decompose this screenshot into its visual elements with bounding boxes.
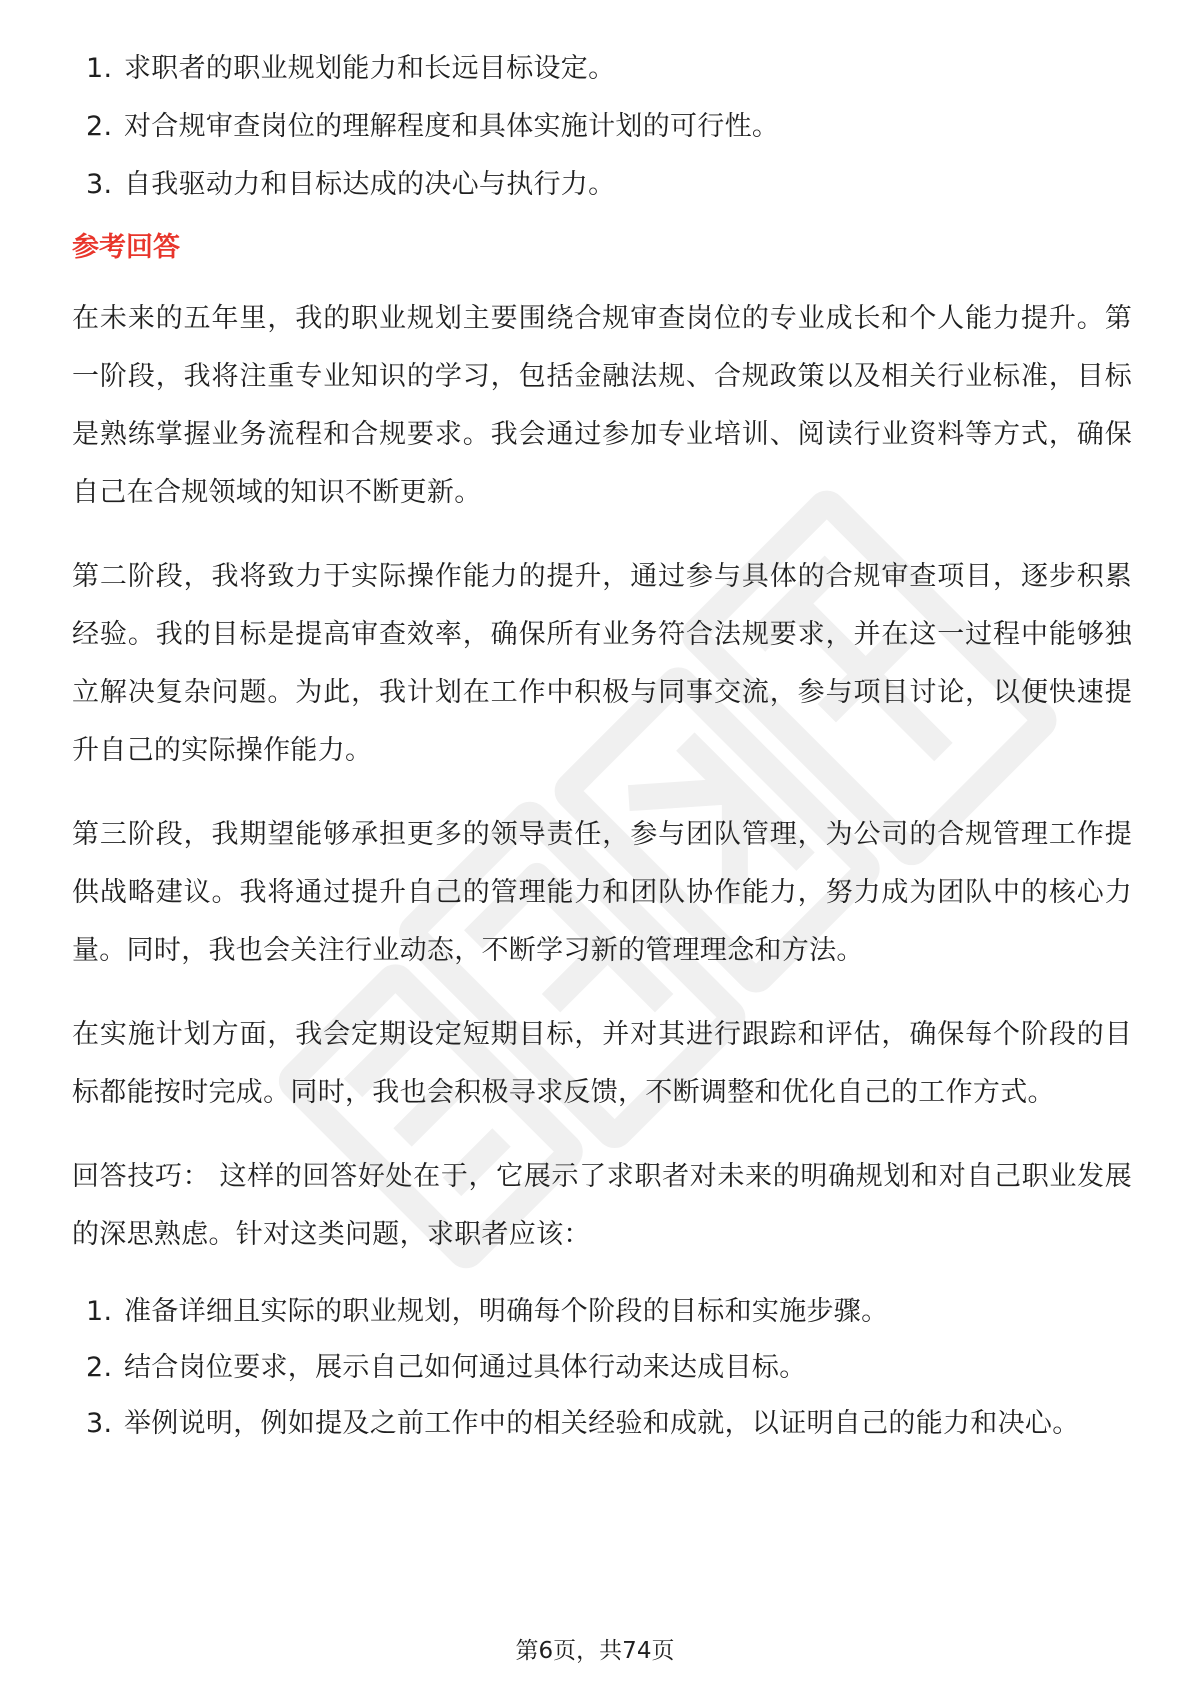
list-item-number: 1. [86, 1296, 113, 1327]
answer-paragraph: 在未来的五年里，我的职业规划主要围绕合规审查岗位的专业成长和个人能力提升。第一阶段，我将注重专业知识的学习，包括金融法规、合规政策以及相关行业标准，目标是熟练掌握业务流程和合规要求。我会通过参加专业培训、阅读行业资料等方式，确保自己在合规领域的知识不断更新。 [72, 303, 1132, 508]
list-item-text: 举例说明，例如提及之前工作中的相关经验和成就，以证明自己的能力和决心。 [124, 1408, 1080, 1439]
answer-paragraph: 在实施计划方面，我会定期设定短期目标，并对其进行跟踪和评估，确保每个阶段的目标都能按时完成。同时，我也会积极寻求反馈，不断调整和优化自己的工作方式。 [72, 1019, 1132, 1108]
list-item-text: 自我驱动力和目标达成的决心与执行力。 [124, 169, 616, 200]
answer-paragraph: 第三阶段，我期望能够承担更多的领导责任，参与团队管理，为公司的合规管理工作提供战略建议。我将通过提升自己的管理能力和团队协作能力，努力成为团队中的核心力量。同时，我也会关注行业动态，不断学习新的管理理念和方法。 [72, 819, 1132, 966]
main-content [72, 40, 1132, 1452]
answer-paragraph: 第二阶段，我将致力于实际操作能力的提升，通过参与具体的合规审查项目，逐步积累经验。我的目标是提高审查效率，确保所有业务符合法规要求，并在这一过程中能够独立解决复杂问题。为此，我计划在工作中积极与同事交流，参与项目讨论，以便快速提升自己的实际操作能力。 [72, 561, 1132, 766]
list-item [72, 40, 1132, 98]
list-item [72, 156, 1132, 214]
list-item-text: 对合规审查岗位的理解程度和具体实施计划的可行性。 [124, 111, 780, 142]
list-item-number: 1. [86, 53, 113, 84]
page-number-footer: 第6页，共74页 [515, 1638, 675, 1664]
list-item [72, 1284, 1132, 1340]
list-item [72, 1340, 1132, 1396]
list-item-number: 2. [86, 1352, 113, 1383]
list-item-text: 结合岗位要求，展示自己如何通过具体行动来达成目标。 [124, 1352, 807, 1383]
section-title: 参考回答 [72, 232, 180, 263]
list-item-number: 3. [86, 1408, 113, 1439]
list-item-number: 2. [86, 111, 113, 142]
list-item-number: 3. [86, 169, 113, 200]
list-item-text: 求职者的职业规划能力和长远目标设定。 [124, 53, 616, 84]
list-item-text: 准备详细且实际的职业规划，明确每个阶段的目标和实施步骤。 [124, 1296, 889, 1327]
tips-paragraph: 回答技巧： 这样的回答好处在于，它展示了求职者对未来的明确规划和对自己职业发展的深思熟虑。针对这类问题，求职者应该： [72, 1161, 1132, 1250]
evaluation-points-list [72, 40, 1132, 214]
tips-list [72, 1284, 1132, 1452]
list-item [72, 98, 1132, 156]
list-item [72, 1396, 1132, 1452]
